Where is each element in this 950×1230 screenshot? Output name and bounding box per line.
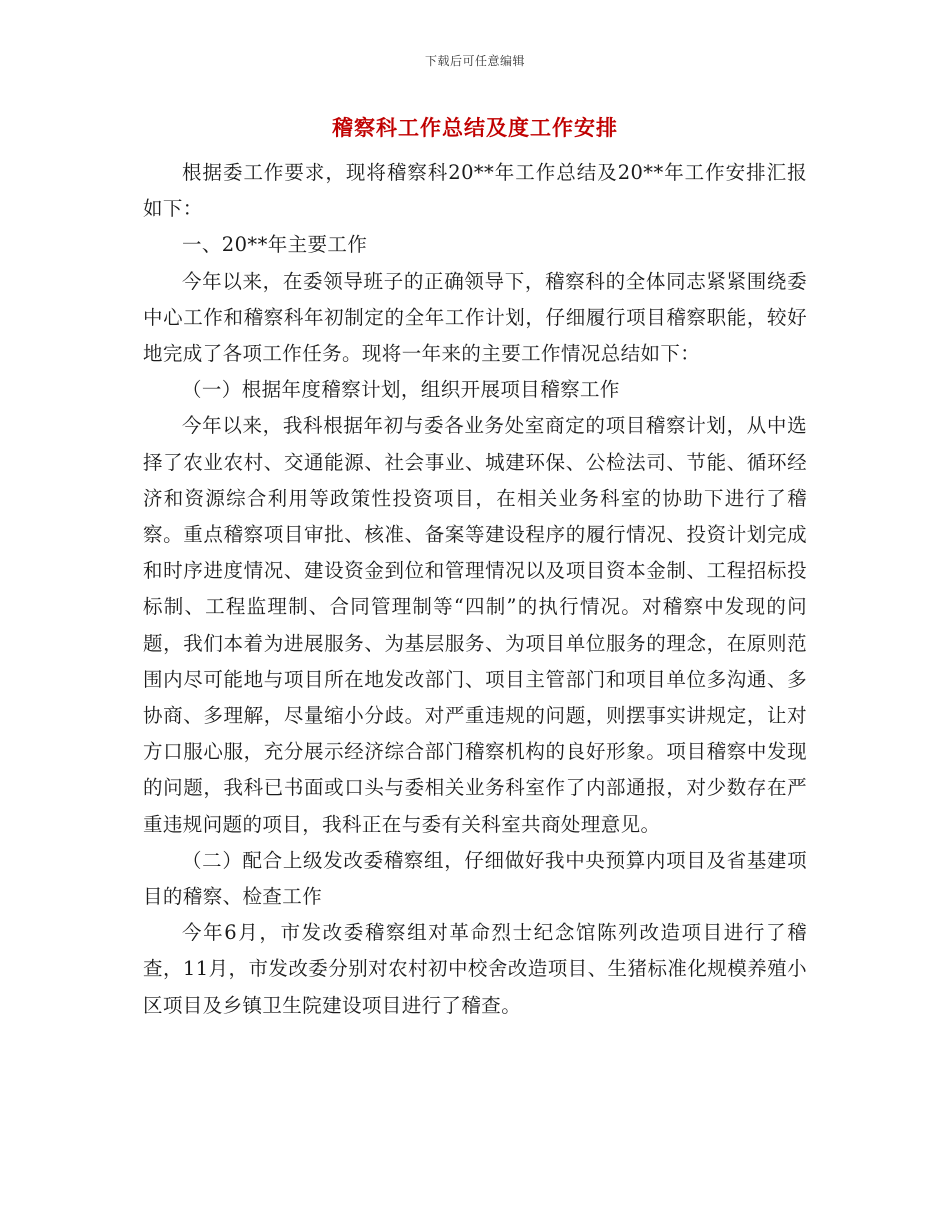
- inspection-dates-paragraph: 今年6月，市发改委稽察组对革命烈士纪念馆陈列改造项目进行了稽查，11月，市发改委分别对农村初中校舍改造项目、生猪标准化规模养殖小区项目及乡镇卫生院建设项目进行了稽查。: [143, 921, 807, 1017]
- document-body: [143, 155, 807, 1024]
- subsection-heading-1: （一）根据年度稽察计划，组织开展项目稽察工作: [182, 378, 620, 402]
- inspection-paragraph: 今年以来，我科根据年初与委各业务处室商定的项目稽察计划，从中选择了农业农村、交通能源、社会事业、城建环保、公检法司、节能、循环经济和资源综合利用等政策性投资项目，在相关业务科室的协助下进行了稽察。重点稽察项目审批、核准、备案等建设程序的履行情况、投资计划完成和时序进度情况、建设资金到位和管理情况以及项目资本金制、工程招标投标制、工程监理制、合同管理制等“四制”的执行情况。对稽察中发现的问题，我们本着为进展服务、为基层服务、为项目单位服务的理念，在原则范围内尽可能地与项目所在地发改部门、项目主管部门和项目单位多沟通、多协商、多理解，尽量缩小分歧。对严重违规的问题，则摆事实讲规定，让对方口服心服，充分展示经济综合部门稽察机构的良好形象。项目稽察中发现的问题，我科已书面或口头与委相关业务科室作了内部通报，对少数存在严重违规问题的项目，我科正在与委有关科室共商处理意见。: [143, 414, 807, 836]
- summary-paragraph: 今年以来，在委领导班子的正确领导下，稽察科的全体同志紧紧围绕委中心工作和稽察科年初制定的全年工作计划，仔细履行项目稽察职能，较好地完成了各项工作任务。现将一年来的主要工作情况总结如下：: [143, 269, 807, 366]
- header-note: 下载后可任意编辑: [424, 54, 525, 68]
- section-heading-main-work: 一、20**年主要工作: [182, 233, 368, 257]
- intro-paragraph: 根据委工作要求，现将稽察科20**年工作总结及20**年工作安排汇报如下：: [143, 161, 807, 221]
- subsection-heading-2: （二）配合上级发改委稽察组，仔细做好我中央预算内项目及省基建项目的稽察、检查工作: [143, 848, 807, 909]
- document-title: 稽察科工作总结及度工作安排: [332, 115, 618, 140]
